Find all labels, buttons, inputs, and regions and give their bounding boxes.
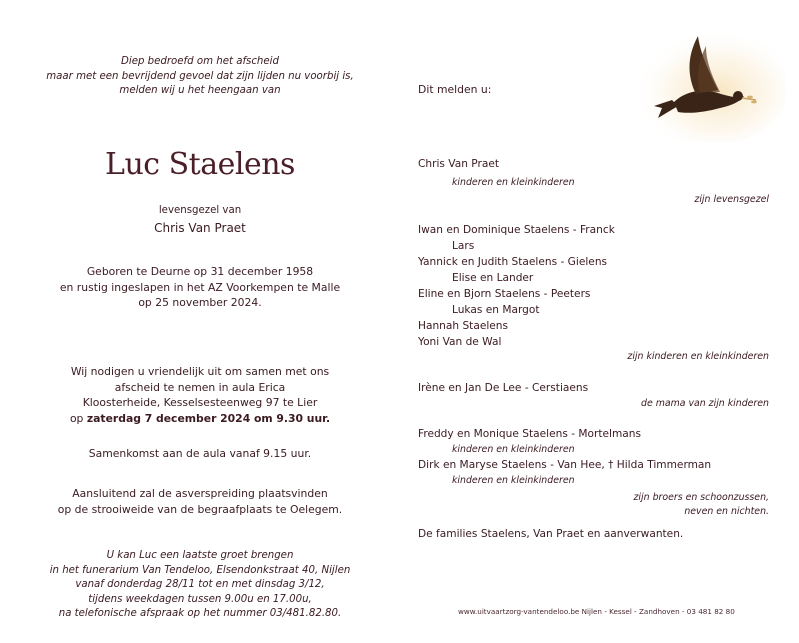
intro-line: Diep bedroefd om het afscheid — [121, 56, 279, 67]
invite-line: afscheid te nemen in aula Erica — [114, 380, 286, 394]
relation-label: de mama van zijn kinderen — [641, 398, 769, 409]
partner-name: Chris Van Praet — [154, 221, 246, 235]
family-child: Lars — [452, 240, 475, 252]
birth-text — [0, 264, 400, 311]
family-sub: kinderen en kleinkinderen — [452, 444, 575, 455]
family-child: Elise en Lander — [452, 272, 534, 284]
family-name: Yannick en Judith Staelens - Gielens — [418, 256, 608, 268]
visit-line: vanaf donderdag 28/11 tot en met dinsdag 3/12, — [75, 579, 325, 591]
gathering-text: Samenkomst aan de aula vanaf 9.15 uur. — [88, 447, 312, 460]
ashes-line: Aansluitend zal de asverspreiding plaatsvinden — [72, 487, 328, 500]
dove-illustration — [626, 22, 786, 142]
families-line: De families Staelens, Van Praet en aanverwanten. — [418, 528, 684, 540]
relation-label: zijn broers en schoonzussen, — [633, 492, 769, 503]
invite-text — [0, 364, 400, 426]
invite-date-line — [0, 411, 400, 427]
invite-line: Wij nodigen u vriendelijk uit om samen met ons — [70, 365, 330, 378]
ashes-line: op de strooiweide van de begraafplaats te Oelegem. — [57, 502, 343, 516]
family-sub: kinderen en kleinkinderen — [452, 475, 575, 486]
invite-date: zaterdag 7 december 2024 om 9.30 uur. — [86, 411, 331, 425]
intro-text — [0, 55, 400, 99]
visit-line: U kan Luc een laatste groet brengen — [106, 550, 294, 561]
birth-line: en rustig ingeslapen in het AZ Voorkempen te Malle — [59, 280, 341, 294]
visit-line: in het funerarium Van Tendeloo, Elsendonkstraat 40, Nijlen — [49, 564, 351, 576]
birth-line: Geboren te Deurne op 31 december 1958 — [86, 265, 314, 278]
family-name: Eline en Bjorn Staelens - Peeters — [418, 288, 591, 300]
relation-label: neven en nichten. — [684, 506, 769, 517]
relation-label: zijn kinderen en kleinkinderen — [627, 351, 769, 362]
relation-label: zijn levensgezel — [694, 194, 769, 205]
family-name: Hannah Staelens — [418, 320, 509, 332]
birth-line: op 25 november 2024. — [138, 296, 262, 310]
invite-date-prefix: op — [69, 411, 87, 425]
partner-label: levensgezel van — [158, 205, 242, 216]
intro-line: melden wij u het heengaan van — [119, 85, 281, 97]
dove-icon — [626, 22, 786, 142]
family-sub: kinderen en kleinkinderen — [452, 177, 575, 188]
visit-line: tijdens weekdagen tussen 9.00u en 17.00u, — [88, 593, 312, 605]
family-name: Iwan en Dominique Staelens - Franck — [418, 224, 615, 236]
visit-line: na telefonische afspraak op het nummer 03/481.82.80. — [58, 608, 342, 620]
family-name: Chris Van Praet — [418, 158, 500, 170]
ashes-text — [0, 486, 400, 517]
family-name: Yoni Van de Wal — [418, 336, 502, 348]
family-name: Freddy en Monique Staelens - Mortelmans — [418, 428, 642, 440]
family-child: Lukas en Margot — [452, 304, 540, 316]
invite-line: Kloosterheide, Kesselsesteenweg 97 te Lier — [82, 396, 318, 410]
intro-line: maar met een bevrijdend gevoel dat zijn lijden nu voorbij is, — [46, 70, 354, 82]
family-name: Dirk en Maryse Staelens - Van Hee, † Hilda Timmerman — [418, 459, 712, 471]
visit-text — [0, 549, 400, 622]
family-name: Irène en Jan De Lee - Cerstiaens — [418, 382, 589, 394]
deceased-name: Luc Staelens — [105, 147, 295, 182]
footer-contact: www.uitvaartzorg-vantendeloo.be Nijlen - Kessel - Zandhoven - 03 481 82 80 — [458, 607, 735, 616]
announce-text: Dit melden u: — [418, 83, 492, 96]
